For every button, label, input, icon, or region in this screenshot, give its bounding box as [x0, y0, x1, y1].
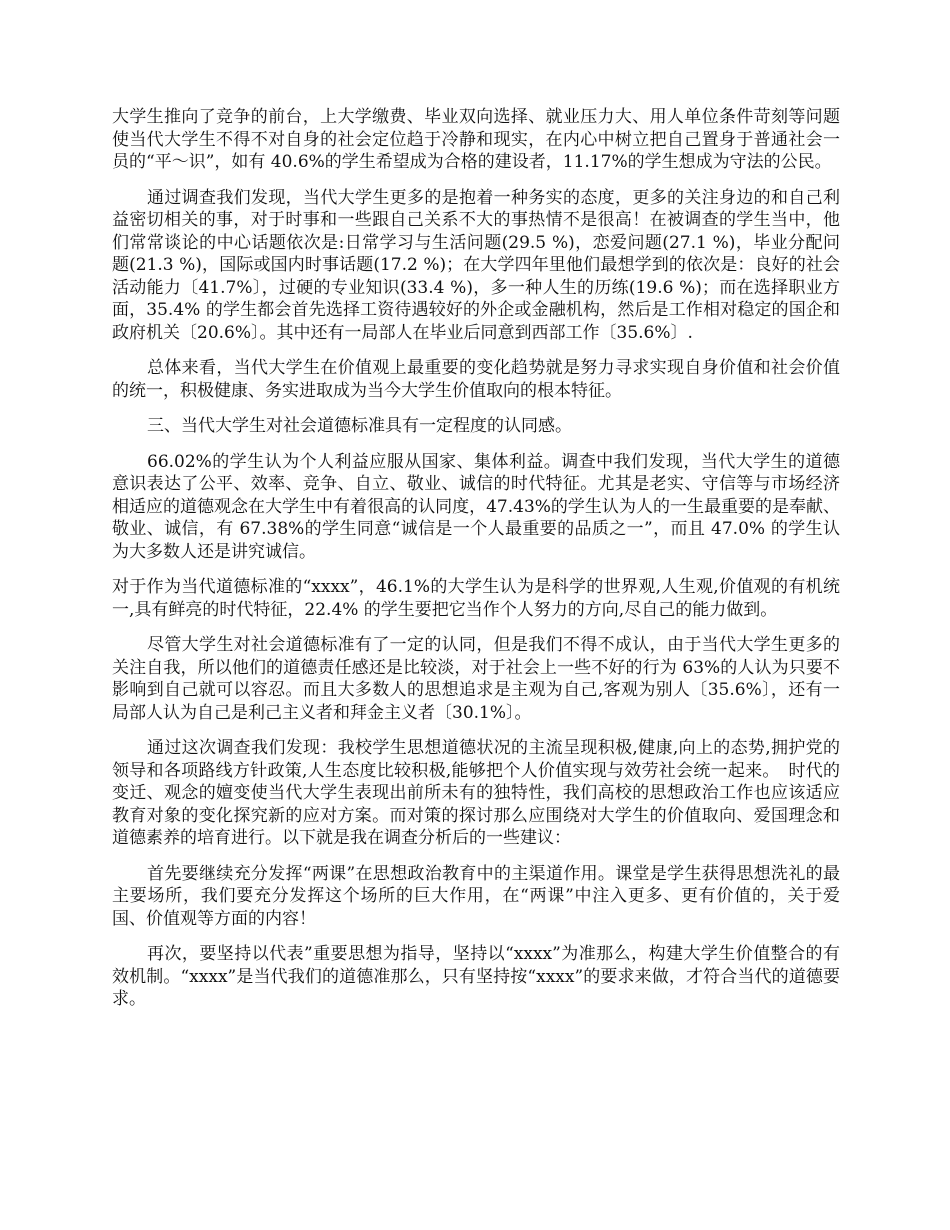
- paragraph-9: 首先要继续充分发挥“两课”在思想政治教育中的主渠道作用。课堂是学生获得思想洗礼的最主要场所，我们要充分发挥这个场所的巨大作用，在“两课”中注入更多、更有价值的，关于爱国、价值观等方面的内容！: [112, 863, 840, 929]
- document-page: [112, 106, 840, 1024]
- paragraph-8: 通过这次调查我们发现：我校学生思想道德状况的主流呈现积极,健康,向上的态势,拥护党的领导和各项路线方针政策,人生态度比较积极,能够把个人价值实现与效劳社会统一起来。 时代的变迁、观念的嬗变使当代大学生表现出前所未有的独特性，我们高校的思想政治工作也应该适应教育对象的变化探究新的应对方案。而对策的探讨那么应围绕对大学生的价值取向、爱国理念和道德素养的培育进行。以下就是我在调查分析后的一些建议：: [112, 738, 840, 848]
- paragraph-6: 对于作为当代道德标准的“xxxx”，46.1%的大学生认为是科学的世界观,人生观,价值观的有机统一,具有鲜亮的时代特征，22.4% 的学生要把它当作个人努力的方向,尽自己的能力做到。: [112, 577, 840, 620]
- paragraph-1: 大学生推向了竞争的前台，上大学缴费、毕业双向选择、就业压力大、用人单位条件苛刻等问题使当代大学生不得不对自身的社会定位趋于冷静和现实，在内心中树立把自己置身于普通社会一员的“平～识”，如有 40.6%的学生希望成为合格的建设者，11.17%的学生想成为守法的公民。: [112, 107, 840, 172]
- paragraph-7: 尽管大学生对社会道德标准有了一定的认同，但是我们不得不成认，由于当代大学生更多的关注自我，所以他们的道德责任感还是比较淡，对于社会上一些不好的行为 63%的人认为只要不影响到自己就可以容忍。而且大多数人的思想追求是主观为自己,客观为别人〔35.6%〕，还有一局部人认为自己是利己主义者和拜金主义者〔30.1%〕。: [112, 635, 840, 723]
- section-heading-3: 三、当代大学生对社会道德标准具有一定程度的认同感。: [147, 416, 572, 436]
- paragraph-2: 通过调查我们发现，当代大学生更多的是抱着一种务实的态度，更多的关注身边的和自己利益密切相关的事，对于时事和一些跟自己关系不大的事热情不是很高！在被调查的学生当中，他们常常谈论的中心话题依次是:日常学习与生活问题(29.5 %)，恋爱问题(27.1 %)，毕业分配问题(21.3 %)，国际或国内时事话题(17.2 %)；在大学四年里他们最想学到的依次是：良好的社会活动能力〔41.7%〕，过硬的专业知识(33.4 %)，多一种人生的历练(19.6 %)；而在选择职业方面，35.4% 的学生都会首先选择工资待遇较好的外企或金融机构，然后是工作相对稳定的国企和政府机关〔20.6%〕。其中还有一局部人在毕业后同意到西部工作〔35.6%〕.: [112, 187, 840, 343]
- paragraph-3: 总体来看，当代大学生在价值观上最重要的变化趋势就是努力寻求实现自身价值和社会价值的统一，积极健康、务实进取成为当今大学生价值取向的根本特征。: [112, 358, 840, 401]
- paragraph-5: 66.02%的学生认为个人利益应服从国家、集体利益。调查中我们发现，当代大学生的道德意识表达了公平、效率、竞争、自立、敬业、诚信的时代特征。尤其是老实、守信等与市场经济相适应的道德观念在大学生中有着很高的认同度，47.43%的学生认为人的一生最重要的是奉献、敬业、诚信，有 67.38%的学生同意“诚信是一个人最重要的品质之一”，而且 47.0% 的学生认为大多数人还是讲究诚信。: [112, 451, 840, 562]
- paragraph-10: 再次，要坚持以代表”重要思想为指导，坚持以“xxxx”为准那么，构建大学生价值整合的有效机制。“xxxx”是当代我们的道德准那么，只有坚持按“xxxx”的要求来做，才符合当代的道德要求。: [112, 944, 840, 1009]
